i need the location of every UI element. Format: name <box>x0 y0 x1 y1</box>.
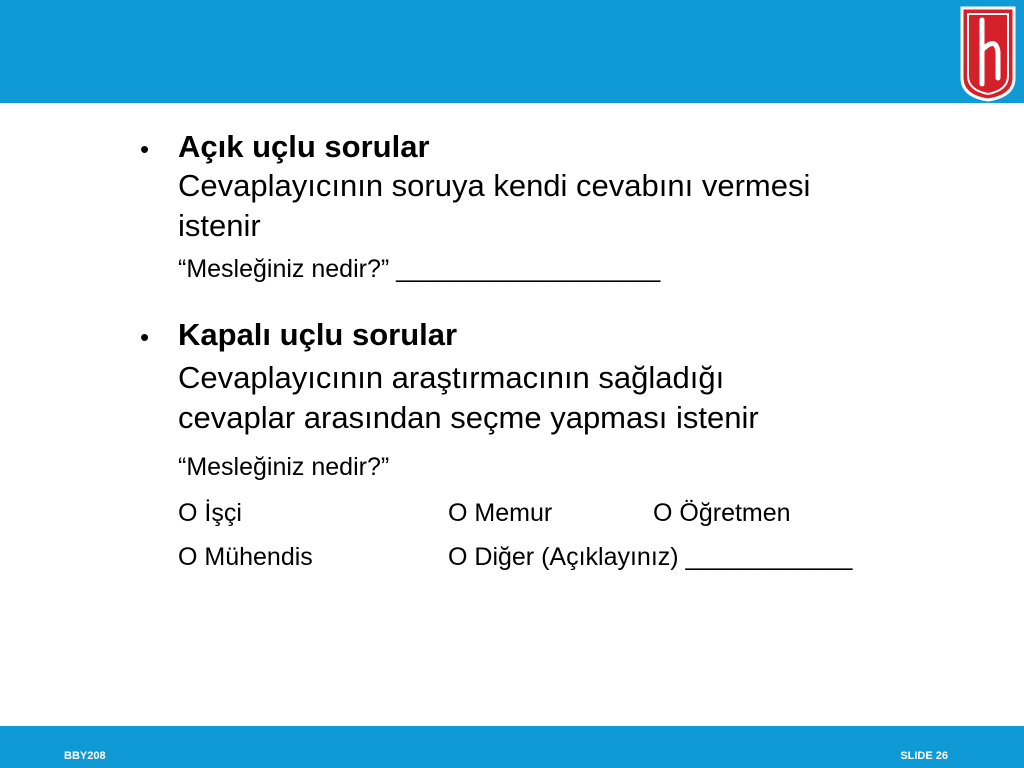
slide-content <box>140 128 1020 572</box>
open-ended-desc-line1: Cevaplayıcının soruya kendi cevabını vermesi <box>178 168 811 203</box>
footer-bar <box>0 726 1024 768</box>
option-isci: O İşçi <box>178 499 242 527</box>
open-ended-example: “Mesleğiniz nedir?” ___________________ <box>178 255 661 283</box>
course-code: BBY208 <box>64 750 106 762</box>
closed-ended-example: “Mesleğiniz nedir?” <box>178 453 390 481</box>
options-row-2 <box>178 542 1020 572</box>
open-ended-desc-line2: istenir <box>178 208 261 243</box>
option-memur: O Memur <box>448 499 553 527</box>
hacettepe-logo <box>952 0 1024 103</box>
slide-number: SLIDE 26 <box>900 750 948 762</box>
option-muhendis: O Mühendis <box>178 543 313 571</box>
option-diger: O Diğer (Açıklayınız) ____________ <box>448 543 853 571</box>
closed-ended-desc-line1: Cevaplayıcının araştırmacının sağladığı <box>178 360 725 395</box>
bullet-dot: • <box>140 322 150 352</box>
bullet-closed-ended <box>140 316 1020 572</box>
bullet-open-ended <box>140 128 1020 286</box>
bullet-dot: • <box>140 134 150 164</box>
option-ogretmen: O Öğretmen <box>653 499 791 527</box>
header-bar <box>0 0 1024 103</box>
options-row-1 <box>178 498 1020 528</box>
closed-ended-desc-line2: cevaplar arasından seçme yapması istenir <box>178 400 759 435</box>
closed-ended-heading: Kapalı uçlu sorular <box>178 317 458 352</box>
open-ended-heading: Açık uçlu sorular <box>178 129 430 164</box>
